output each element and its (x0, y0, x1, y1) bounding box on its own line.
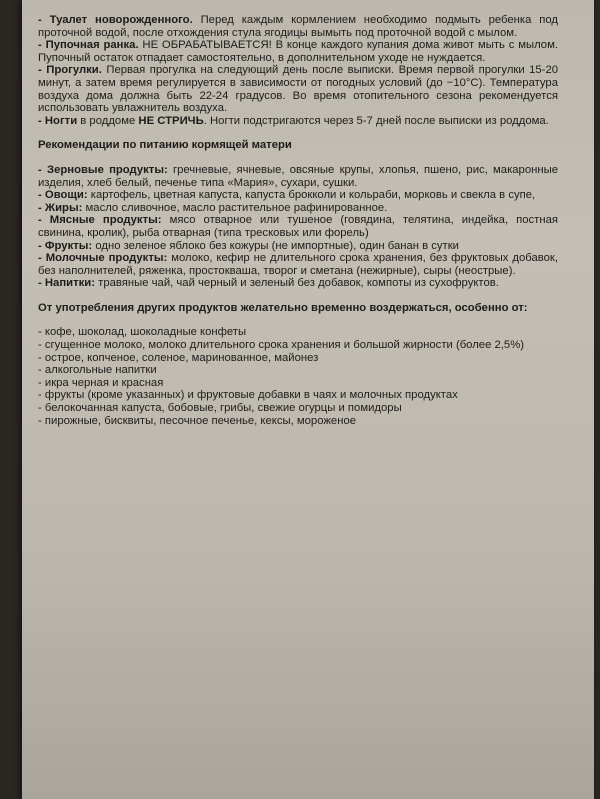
nutrition-lead: - Овощи: (38, 189, 88, 202)
care-lead: - Ногти (38, 114, 78, 127)
avoid-list (38, 326, 558, 427)
document-body (38, 14, 558, 427)
avoid-item: - белокочанная капуста, бобовые, грибы, свежие огурцы и помидоры (38, 402, 402, 415)
nutrition-text: молоко, кефир не длительного срока хранения, без фруктовых добавок, без наполнителей, ряженка, простокваша, творог и сметана (нежирные), сыры (неострые). (38, 252, 558, 277)
nutrition-lead: - Мясные продукты: (38, 214, 162, 227)
nutrition-text: масло сливочное, масло растительное рафинированное. (82, 201, 388, 214)
nutrition-text: одно зеленое яблоко без кожуры (не импортные), один банан в сутки (92, 239, 459, 252)
avoid-item: - пирожные, бисквиты, песочное печенье, кексы, мороженое (38, 414, 357, 427)
nutrition-text: гречневые, ячневые, овсяные крупы, хлопья, пшено, рис, макаронные изделия, хлеб белый, печенье типа «Мария», сухари, сушки. (38, 163, 558, 189)
avoid-item: - острое, копченое, соленое, маринованное, майонез (38, 351, 319, 364)
nutrition-lead: - Жиры: (38, 201, 83, 214)
care-text: НЕ ОБРАБАТЫВАЕТСЯ! В конце каждого купания дома живот мыть с мылом. Пупочный остаток отпадает самостоятельно, в дополнительном уходе не нуждается. (38, 39, 558, 64)
care-text: Перед каждым кормлением необходимо подмыть ребенка под проточной водой, после отхождения стула ягодицы вымыть под проточной водой с мылом. (38, 14, 558, 39)
nutrition-item (38, 277, 558, 290)
nutrition-item (38, 189, 558, 202)
care-lead: - Прогулки. (38, 64, 102, 77)
nutrition-lead: - Фрукты: (38, 239, 93, 252)
newborn-care-section (38, 14, 558, 127)
care-lead: - Туалет новорожденного. (38, 14, 193, 26)
care-lead: НЕ СТРИЧЬ (138, 114, 204, 127)
nutrition-item (38, 202, 558, 215)
avoid-item: - кофе, шоколад, шоколадные конфеты (38, 326, 247, 339)
nutrition-item (38, 164, 558, 189)
avoid-item: - фрукты (кроме указанных) и фруктовые добавки в чаях и молочных продуктах (38, 389, 458, 402)
care-paragraph (38, 64, 558, 114)
care-paragraph (38, 39, 558, 64)
nutrition-text: травяные чай, чай черный и зеленый без добавок, компоты из сухофруктов. (95, 277, 499, 290)
care-paragraph (38, 115, 558, 128)
nutrition-text: мясо отварное или тушеное (говядина, телятина, индейка, постная свинина, кролик), рыба отварная (типа тресковых или форель) (38, 214, 558, 239)
nutrition-lead: - Напитки: (38, 277, 96, 290)
avoid-item: - сгущенное молоко, молоко длительного срока хранения и большой жирности (более 2,5%) (38, 339, 525, 352)
nutrition-text: картофель, цветная капуста, капуста брокколи и кольраби, морковь и свекла в супе, (87, 189, 536, 202)
care-text: Первая прогулка на следующий день после выписки. Время первой прогулки 15-20 минут, а затем время регулируется в зависимости от погодных условий (до −10°С). Температура воздуха дома должна быть 22-24 градусов. Во время отопительного сезона рекомендуется использовать увлажнитель воздуха. (38, 64, 559, 115)
care-lead: - Пупочная ранка. (38, 39, 139, 52)
avoid-item: - икра черная и красная (38, 376, 164, 389)
nutrition-section (38, 164, 558, 290)
care-text: в роддоме (77, 114, 139, 127)
avoid-heading: От употребления других продуктов желательно временно воздержаться, особенно от: (38, 301, 528, 314)
nutrition-heading: Рекомендации по питанию кормящей матери (38, 139, 292, 152)
nutrition-lead: - Молочные продукты: (38, 252, 168, 265)
nutrition-item (38, 240, 558, 253)
nutrition-item (38, 214, 558, 239)
avoid-item: - алкогольные напитки (38, 364, 157, 377)
care-text: . Ногти подстригаются через 5-7 дней после выписки из роддома. (203, 114, 549, 127)
care-paragraph (38, 14, 558, 39)
nutrition-item (38, 252, 558, 277)
nutrition-lead: - Зерновые продукты: (38, 163, 168, 176)
